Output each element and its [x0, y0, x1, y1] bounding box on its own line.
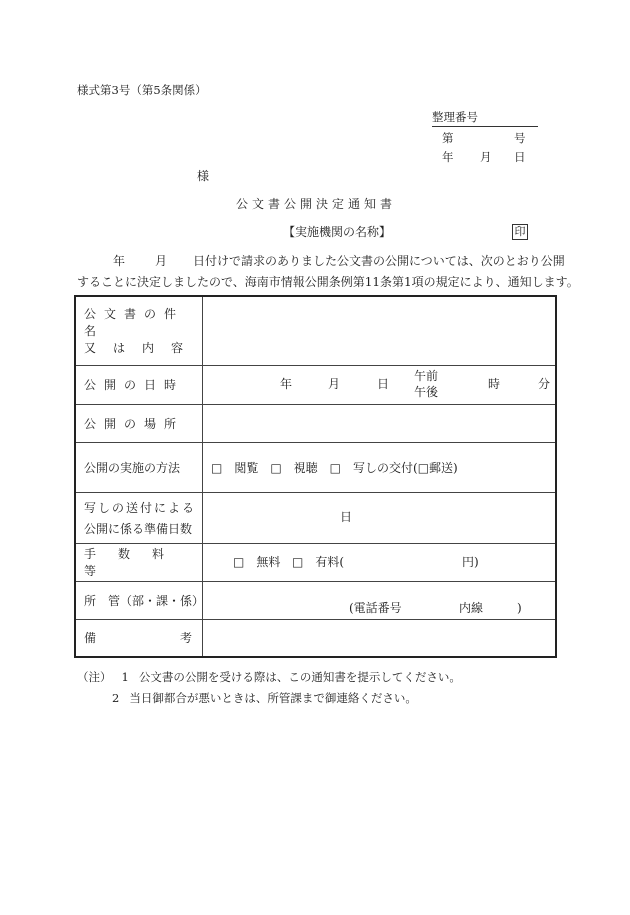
- department-value[interactable]: [203, 581, 557, 619]
- notice-table: [74, 295, 557, 658]
- reference-date-month: 月: [480, 150, 492, 164]
- row-method: [75, 442, 556, 492]
- reference-no-prefix: 第: [442, 131, 454, 145]
- datetime-pm: 午後: [414, 385, 439, 399]
- form-id: 様式第3号（第5条関係）: [77, 83, 207, 97]
- fee-free-option[interactable]: □ 無料: [233, 555, 281, 569]
- notes: [77, 667, 461, 709]
- reference-date-day: 日: [514, 150, 526, 164]
- place-value[interactable]: [203, 404, 557, 442]
- row-datetime: [75, 365, 556, 404]
- note-2: 2 当日御都合が悪いときは、所管課まで御連絡ください。: [112, 691, 417, 705]
- body-line1-year: 年: [113, 254, 126, 268]
- note-1: （注） 1 公文書の公開を受ける際は、この通知書を提示してください。: [77, 670, 461, 684]
- method-label: 公開の実施の方法: [75, 442, 203, 492]
- preparation-unit: 日: [340, 510, 353, 524]
- document-title: 公文書公開決定通知書: [236, 197, 397, 211]
- datetime-year: 年: [280, 377, 293, 391]
- body-line1-month: 月: [155, 254, 168, 268]
- datetime-value[interactable]: [203, 365, 557, 404]
- preparation-value[interactable]: [203, 492, 557, 543]
- body-text: [77, 251, 579, 293]
- row-place: [75, 404, 556, 442]
- datetime-month: 月: [328, 377, 341, 391]
- body-line1-rest: 日付けで請求のありました公文書の公開については、次のとおり公開: [193, 254, 565, 268]
- reference-date-year: 年: [442, 150, 454, 164]
- addressee-suffix: 様: [197, 169, 210, 183]
- department-close-paren: ): [517, 601, 522, 615]
- reference-number: [442, 131, 526, 145]
- fee-label: 手数料等: [75, 543, 203, 581]
- fee-yen: 円): [462, 555, 479, 569]
- row-fee: [75, 543, 556, 581]
- datetime-hour: 時: [488, 377, 501, 391]
- note-2-text: 当日御都合が悪いときは、所管課まで御連絡ください。: [129, 691, 417, 705]
- row-document-name: [75, 296, 556, 365]
- remarks-label: 備 考: [75, 619, 203, 657]
- row-remarks: [75, 619, 556, 657]
- department-phone: (電話番号: [349, 601, 402, 615]
- fee-value[interactable]: [203, 543, 557, 581]
- issuer-name: 【実施機関の名称】: [283, 225, 392, 239]
- seal-stamp: 印: [512, 224, 528, 240]
- remarks-value[interactable]: [203, 619, 557, 657]
- reference-number-label: 整理番号: [432, 112, 538, 127]
- row-preparation: [75, 492, 556, 543]
- department-extension: 内線: [459, 601, 484, 615]
- row-department: [75, 581, 556, 619]
- datetime-am: 午前: [414, 369, 439, 383]
- document-name-label: 公文書の件名 又は内容: [75, 296, 203, 365]
- notes-prefix: （注）: [77, 670, 112, 684]
- datetime-minute: 分: [538, 377, 551, 391]
- preparation-label: 写しの送付による 公開に係る準備日数: [75, 492, 203, 543]
- place-label: 公開の場所: [75, 404, 203, 442]
- document-name-value[interactable]: [203, 296, 557, 365]
- datetime-label: 公開の日時: [75, 365, 203, 404]
- body-line-2: することに決定しましたので、海南市情報公開条例第11条第1項の規定により、通知します。: [77, 275, 579, 289]
- reference-no-suffix: 号: [514, 131, 526, 145]
- department-label: 所 管（部・課・係）: [75, 581, 203, 619]
- datetime-day: 日: [377, 377, 390, 391]
- method-options[interactable]: □ 閲覧 □ 視聴 □ 写しの交付(□郵送): [203, 442, 557, 492]
- body-line-1: [77, 251, 565, 272]
- fee-paid-option[interactable]: □ 有料(: [292, 555, 345, 569]
- note-1-text: 公文書の公開を受ける際は、この通知書を提示してください。: [138, 670, 461, 684]
